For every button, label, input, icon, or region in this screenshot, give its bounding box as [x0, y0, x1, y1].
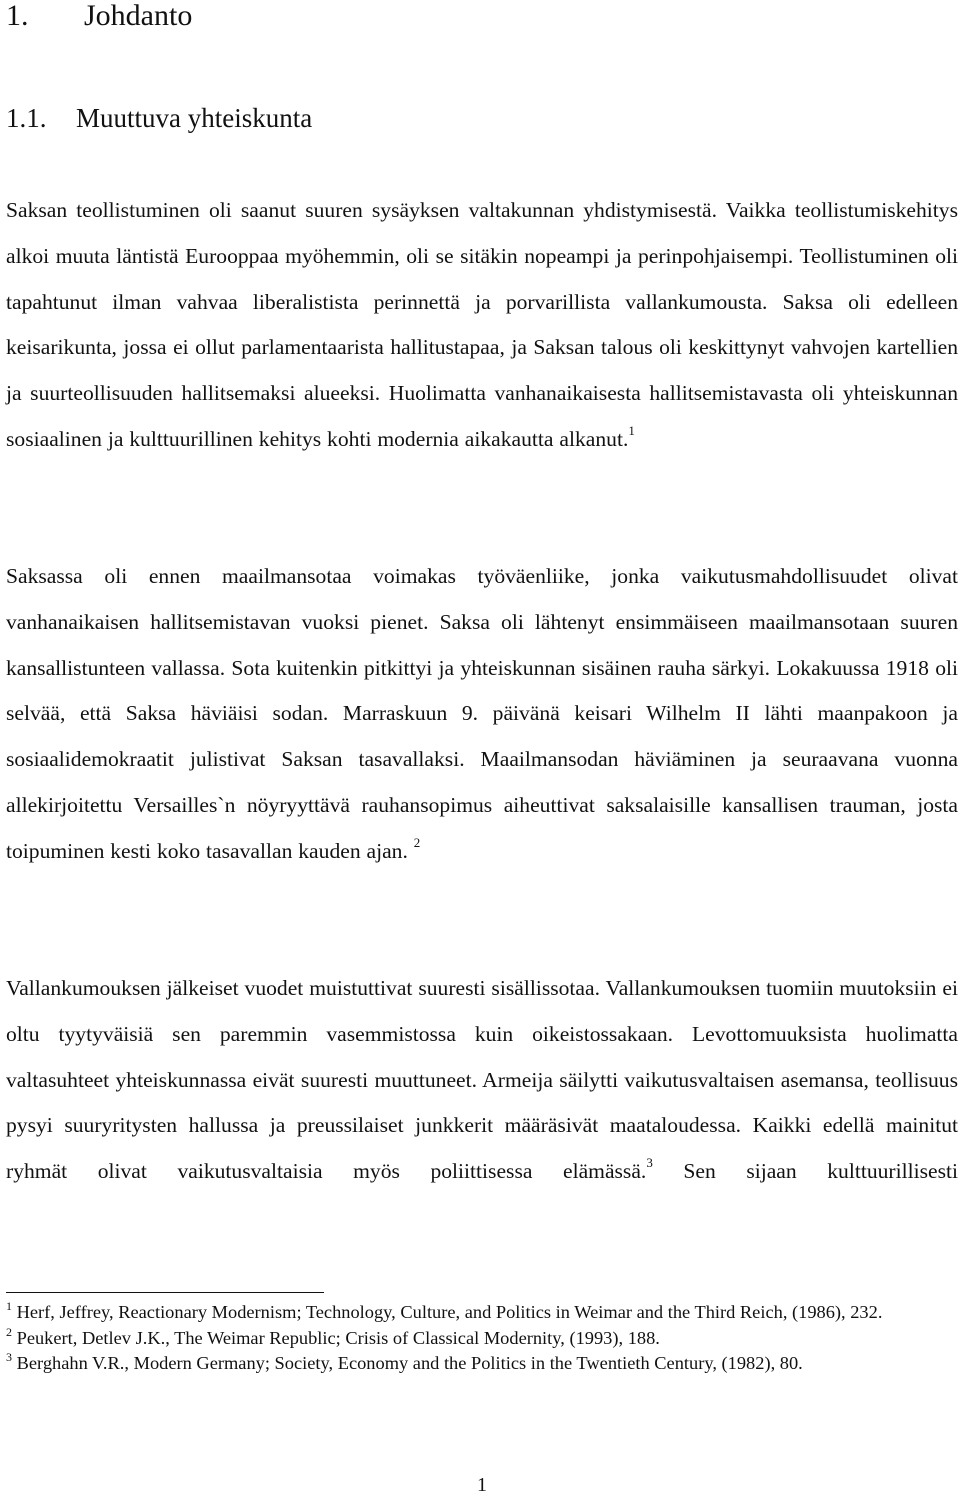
footnote-3-text: Berghahn V.R., Modern Germany; Society, Economy and the Politics in the Twentieth Century, (1982), 80. [12, 1353, 803, 1373]
footnote-2-number: 2 [6, 1324, 12, 1339]
footnote-ref-3: 3 [646, 1155, 653, 1171]
footnote-1-number: 1 [6, 1299, 12, 1313]
paragraph-3 [6, 966, 958, 1195]
paragraph-1-text: Saksan teollistuminen oli saanut suuren sysäyksen valtakunnan yhdistymisestä. Vaikka teollistumiskehitys alkoi muuta läntistä Eurooppaa myöhemmin, oli se sitäkin nopeampi ja perinpohjaisempi. Teollistuminen oli tapahtunut ilman vahvaa liberalistista perinnettä ja porvarillista vallankumousta. Saksa oli edelleen keisarikunta, jossa ei ollut parlamentaarista hallitustapaa, ja Saksan talous oli keskittynyt vahvojen kartellien ja suurteollisuuden hallitsemaksi alueeksi. Huolimatta vanhanaikaisesta hallitsemistavasta oli yhteiskunnan sosiaalinen ja kulttuurillinen kehitys kohti modernia aikakautta alkanut. [6, 198, 958, 451]
footnote-2-text: Peukert, Detlev J.K., The Weimar Republic; Crisis of Classical Modernity, (1993), 188. [12, 1327, 660, 1348]
paragraph-1 [6, 188, 958, 463]
chapter-heading [6, 0, 192, 38]
footnote-3-number: 3 [6, 1350, 12, 1364]
section-title: Muuttuva yhteiskunta [76, 103, 313, 133]
chapter-title: Johdanto [84, 0, 193, 32]
section-number: 1.1. [6, 103, 47, 133]
document-page [6, 0, 958, 1504]
page-number: 1 [477, 1474, 487, 1496]
footnote-3 [6, 1351, 958, 1377]
paragraph-2-text: Saksassa oli ennen maailmansotaa voimakas työväenliike, jonka vaikutusmahdollisuudet olivat vanhanaikaisen hallitsemistavan vuoksi pienet. Saksa oli lähtenyt ensimmäiseen maailmansotaan suuren kansallistunteen vallassa. Sota kuitenkin pitkittyi ja yhteiskunnan sisäinen rauha särkyi. Lokakuussa 1918 oli selvää, että Saksa häviäisi sodan. Marraskuun 9. päivänä keisari Wilhelm II lähti maanpakoon ja sosiaalidemokraatit julistivat Saksan tasavallaksi. Maailmansodan häviäminen ja seuraavana vuonna allekirjoitettu Versailles`n nöyryyttävä rauhansopimus aiheuttivat saksalaisille kansallisen trauman, josta toipuminen kesti koko tasavallan kauden ajan. [6, 564, 958, 863]
section-heading [6, 98, 312, 138]
chapter-number: 1. [6, 0, 29, 32]
footnote-ref-2: 2 [413, 834, 421, 850]
footnote-2 [6, 1326, 958, 1352]
footnote-1 [6, 1300, 958, 1326]
paragraph-2 [6, 554, 958, 875]
footnotes [6, 1300, 958, 1377]
paragraph-3-continuation: Sen sijaan kulttuurillisesti [652, 1159, 959, 1184]
paragraph-3-text: Vallankumouksen jälkeiset vuodet muistuttivat suuresti sisällissotaa. Vallankumouksen tuomiin muutoksiin ei oltu tyytyväisiä sen paremmin vasemmistossa kuin oikeistossakaan. Levottomuuksista huolimatta valtasuhteet yhteiskunnassa eivät suuresti muuttuneet. Armeija säilytti vaikutusvaltaisen asemansa, teollisuus pysyi suuryritysten hallussa ja preussilaiset junkkerit määräsivät maataloudessa. Kaikki edellä mainitut ryhmät olivat vaikutusvaltaisia myös poliittisessa elämässä. [6, 976, 958, 1184]
footnote-ref-1: 1 [628, 422, 635, 438]
footnote-separator [6, 1292, 324, 1293]
footnote-1-text: Herf, Jeffrey, Reactionary Modernism; Technology, Culture, and Politics in Weimar and the Third Reich, (1986), 232. [12, 1302, 883, 1322]
